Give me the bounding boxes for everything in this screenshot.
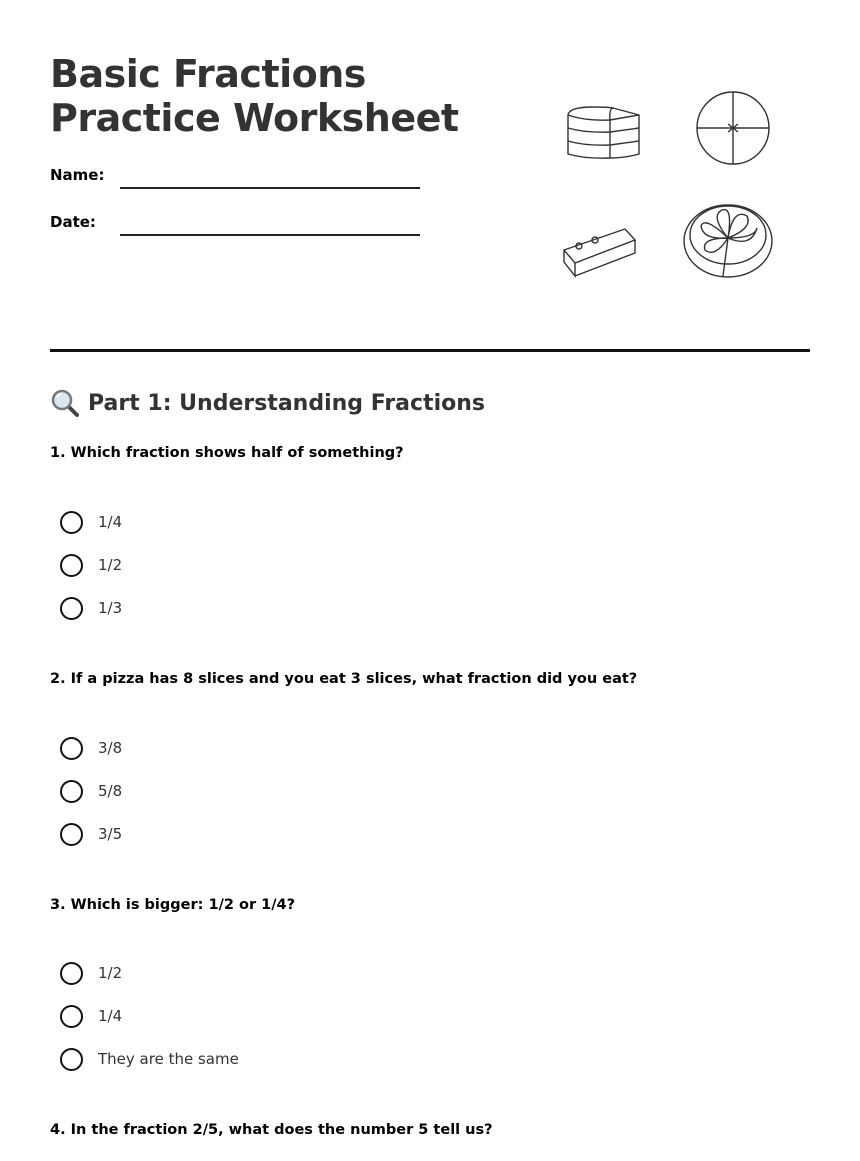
question-2: 2. If a pizza has 8 slices and you eat 3 slices, what fraction did you eat? <box>50 671 638 687</box>
option-label: 1/4 <box>98 1007 123 1025</box>
cake-icon <box>568 107 639 158</box>
option-label: 3/8 <box>98 739 123 757</box>
q2-option-1[interactable] <box>60 735 122 761</box>
q3-option-2[interactable] <box>60 1003 122 1029</box>
option-label: 1/3 <box>98 599 123 617</box>
pie-circle-icon <box>697 92 769 164</box>
cheese-block-icon <box>564 229 635 276</box>
section-title: Part 1: Understanding Fractions <box>88 390 485 416</box>
radio-button[interactable] <box>60 737 83 760</box>
q1-option-2[interactable] <box>60 552 122 578</box>
q1-option-3[interactable] <box>60 595 122 621</box>
radio-button[interactable] <box>60 823 83 846</box>
radio-button[interactable] <box>60 962 83 985</box>
q1-option-1[interactable] <box>60 509 122 535</box>
date-field[interactable] <box>120 234 420 236</box>
radio-button[interactable] <box>60 554 83 577</box>
radio-button[interactable] <box>60 597 83 620</box>
radio-button[interactable] <box>60 1048 83 1071</box>
option-label: 1/4 <box>98 513 123 531</box>
radio-button[interactable] <box>60 1005 83 1028</box>
page-title: Basic Fractions Practice Worksheet <box>50 52 459 140</box>
section-divider <box>50 349 810 352</box>
option-label: They are the same <box>98 1050 239 1068</box>
q2-option-3[interactable] <box>60 821 122 847</box>
fraction-illustrations <box>555 88 785 288</box>
radio-button[interactable] <box>60 511 83 534</box>
date-label: Date: <box>50 213 96 231</box>
question-3: 3. Which is bigger: 1/2 or 1/4? <box>50 897 296 913</box>
option-label: 1/2 <box>98 964 123 982</box>
section-heading <box>50 388 485 418</box>
radio-button[interactable] <box>60 780 83 803</box>
option-label: 5/8 <box>98 782 123 800</box>
option-label: 3/5 <box>98 825 123 843</box>
q3-option-1[interactable] <box>60 960 122 986</box>
question-4: 4. In the fraction 2/5, what does the number 5 tell us? <box>50 1122 493 1138</box>
name-field[interactable] <box>120 187 420 189</box>
question-1: 1. Which fraction shows half of something? <box>50 445 404 461</box>
option-label: 1/2 <box>98 556 123 574</box>
fruit-tart-icon <box>684 205 772 277</box>
name-label: Name: <box>50 166 105 184</box>
q2-option-2[interactable] <box>60 778 122 804</box>
q3-option-3[interactable] <box>60 1046 239 1072</box>
magnifying-glass-icon <box>50 388 80 418</box>
